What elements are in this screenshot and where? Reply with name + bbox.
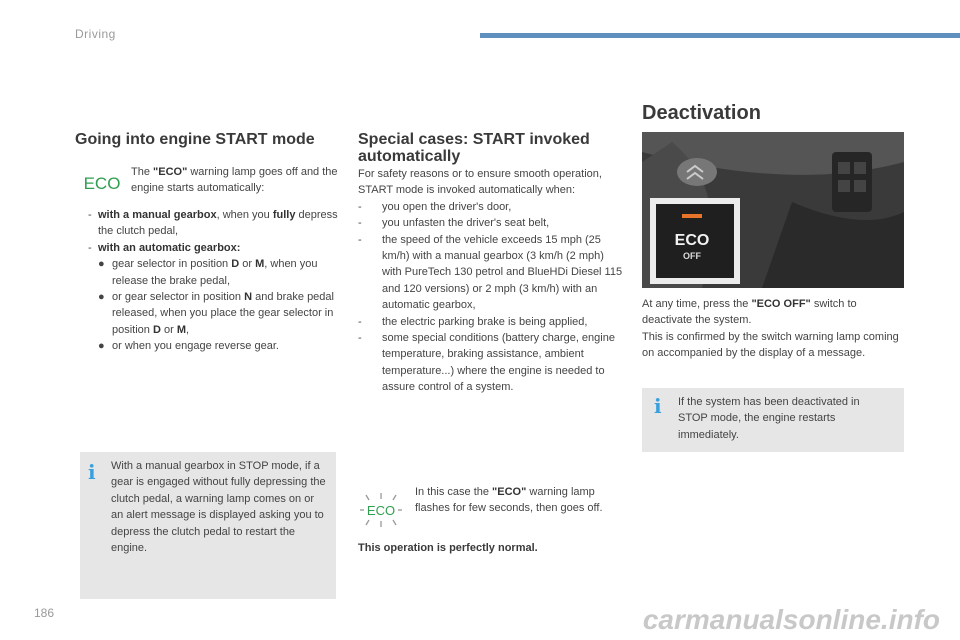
eco-flash-text: In this case the "ECO" warning lamp flashes for few seconds, then goes off. xyxy=(415,486,603,515)
list-item: - with a manual gearbox, when you fully depress the clutch pedal, xyxy=(88,207,346,240)
list-item: - the electric parking brake is being applied, xyxy=(358,314,623,330)
header-accent-bar xyxy=(480,33,960,38)
eco-intro-text: The "ECO" warning lamp goes off and the engine starts automatically: xyxy=(131,166,338,195)
eco-icon-label: ECO xyxy=(83,174,121,193)
sub-list-item: ● or gear selector in position N and brake pedal released, when you place the gear selector in position D or M, xyxy=(98,291,334,336)
list-item: - with an automatic gearbox: xyxy=(88,240,346,256)
info-icon: i xyxy=(654,394,662,418)
manual-gearbox-info-box xyxy=(80,452,336,599)
eco-flashing-icon xyxy=(360,492,402,528)
list-item: - the speed of the vehicle exceeds 15 mph (25 km/h) with a manual gearbox (3 km/h (2 mph) with PureTech 130 petrol and BlueHDi Diesel 115 and 120 versions) or 2 mph (3 km/h) with an automatic gearbox, xyxy=(358,232,623,314)
info-text: With a manual gearbox in STOP mode, if a gear is engaged without fully depressing the clutch pedal, a warning lamp comes on or an alert message is displayed asking you to depress the clutch pedal to restart the engine. xyxy=(111,460,326,555)
watermark: carmanualsonline.info xyxy=(642,604,940,635)
eco-warning-icon xyxy=(80,172,124,194)
normal-operation-note: This operation is perfectly normal. xyxy=(358,542,538,554)
sub-list-item: ● gear selector in position D or M, when you release the brake pedal, xyxy=(98,258,318,287)
page-number: 186 xyxy=(34,606,55,620)
deactivation-info-box xyxy=(642,388,904,452)
eco-icon-label: ECO xyxy=(366,503,396,518)
deactivation-text: At any time, press the "ECO OFF" switch to deactivate the system. This is confirmed by the switch warning lamp coming on accompanied by the display of a message. xyxy=(642,296,902,362)
sub-list-item: ● or when you engage reverse gear. xyxy=(98,340,279,353)
list-item: - some special conditions (battery charge, engine temperature, braking assistance, ambient temperature...) where the engine is needed to assure control of a system. xyxy=(358,330,623,396)
start-conditions-list xyxy=(88,207,346,355)
deactivation-confirmation: This is confirmed by the switch warning lamp coming on accompanied by the display of a message. xyxy=(642,330,899,360)
list-item: - you unfasten the driver's seat belt, xyxy=(358,215,623,231)
going-start-title: Going into engine START mode xyxy=(75,131,315,148)
special-cases-intro: For safety reasons or to ensure smooth operation, START mode is invoked automatically when: xyxy=(358,168,602,197)
deactivation-title: Deactivation xyxy=(642,102,761,124)
dashboard-photo xyxy=(642,132,904,288)
special-cases-body xyxy=(358,166,623,396)
info-text: If the system has been deactivated in STOP mode, the engine restarts immediately. xyxy=(678,396,860,441)
info-icon: i xyxy=(88,460,96,484)
section-label: Driving xyxy=(75,27,116,41)
switch-label-bottom: OFF xyxy=(683,251,701,261)
switch-label-top: ECO xyxy=(674,232,710,249)
special-cases-title: Special cases: START invoked automatically xyxy=(358,131,590,165)
list-item: - you open the driver's door, xyxy=(358,199,623,215)
